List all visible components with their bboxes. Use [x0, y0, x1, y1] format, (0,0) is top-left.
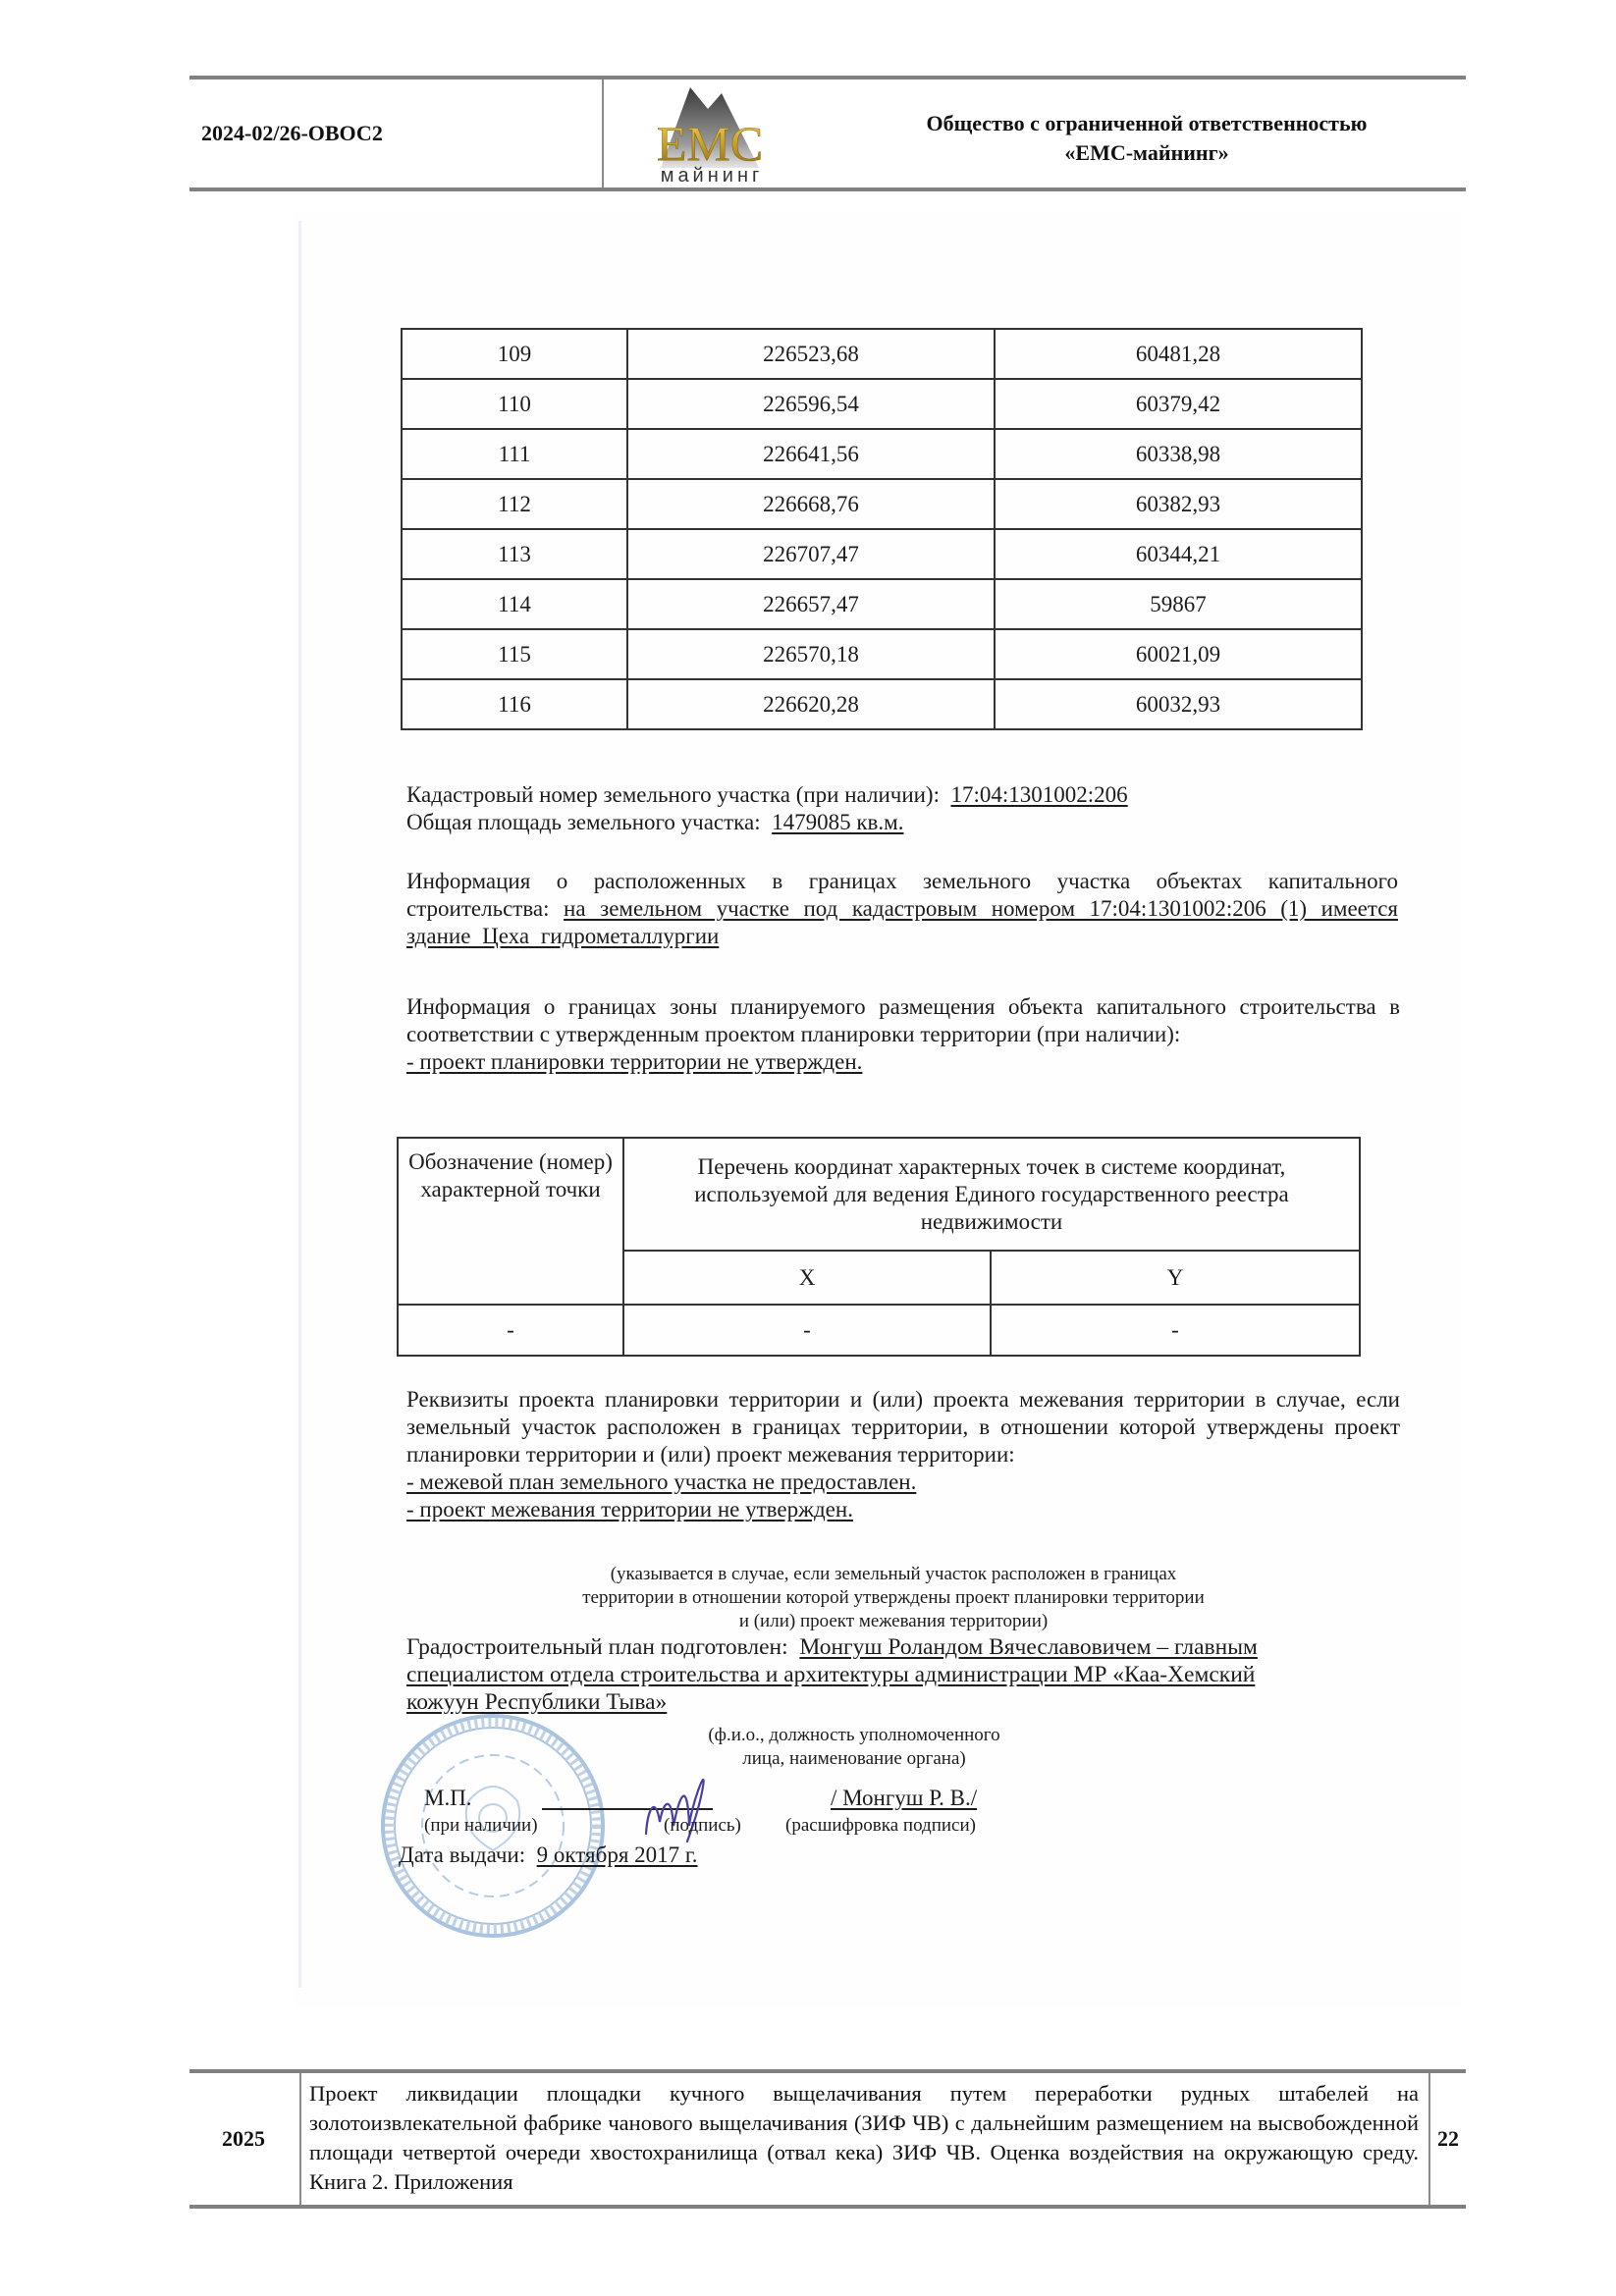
y-coordinate: 60032,93 — [995, 679, 1362, 729]
point-number: 109 — [402, 329, 627, 379]
coordinates-table — [401, 328, 1363, 730]
prepared-value-1: Монгуш Роландом Вячеславовичем – главным — [799, 1634, 1258, 1660]
page-header — [189, 76, 1466, 191]
requisites-note: (указывается в случае, если земельный участок расположен в границах территории в отношении которой утверждены проект планировки территории и (или) проект межевания территории) — [582, 1564, 1205, 1631]
prepared-value-2: специалистом отдела строительства и архитектуры администрации МР «Каа-Хемский — [406, 1662, 1256, 1687]
x-coordinate: 226641,56 — [627, 429, 995, 479]
signer-name-note: (расшифровка подписи) — [785, 1815, 976, 1836]
x-coordinate: 226596,54 — [627, 379, 995, 429]
x-coordinate: 226523,68 — [627, 329, 995, 379]
company-logo — [621, 80, 808, 187]
zone-info — [406, 993, 1400, 1076]
mp-note: (при наличии) — [424, 1815, 538, 1836]
header-point-designation: Обозначение (номер) характерной точки — [398, 1138, 623, 1305]
footer-project-title: Проект ликвидации площадки кучного выщелачивания путем переработки рудных штабелей на золотоизвлекательной фабрике чанового выщелачивания (ЗИФ ЧВ) с дальнейшим размещением на высвобожденной площади четвертой очереди хвостохранилища (отвал кека) ЗИФ ЧВ. Оценка воздействия на окружающую среду. Книга 2. Приложения — [309, 2081, 1419, 2194]
table-row — [402, 579, 1362, 629]
x-coordinate: 226657,47 — [627, 579, 995, 629]
area-value: 1479085 кв.м. — [772, 810, 904, 834]
capital-objects-label: Информация о расположенных в границах земельного участка объектах капитального строительства: — [406, 869, 1398, 921]
cadastral-label: Кадастровый номер земельного участка (при наличии): — [406, 782, 940, 807]
y-coordinate: 60379,42 — [995, 379, 1362, 429]
header-divider — [602, 80, 604, 187]
y-coordinate: 60481,28 — [995, 329, 1362, 379]
y-coordinate: 60021,09 — [995, 629, 1362, 679]
table-row — [402, 429, 1362, 479]
page-number: 22 — [1437, 2126, 1459, 2151]
header-y: Y — [991, 1251, 1360, 1305]
requisites-item-2: - проект межевания территории не утвержден. — [406, 1497, 853, 1522]
footer-year: 2025 — [222, 2126, 265, 2151]
footer-divider — [299, 2073, 301, 2205]
point-number: 113 — [402, 529, 627, 579]
prepared-label: Градостроительный план подготовлен: — [406, 1634, 788, 1660]
capital-objects-info — [406, 868, 1398, 950]
area-label: Общая площадь земельного участка: — [406, 810, 761, 834]
point-number: - — [398, 1305, 623, 1356]
requisites-label: Реквизиты проекта планировки территории и (или) проекта межевания территории в случае, если земельный участок расположен в границах территории, в отношении которой утверждены проект планировки территории и (или) проект межевания территории: — [406, 1387, 1400, 1467]
prepared-value-3: кожуун Республики Тыва» — [406, 1689, 668, 1715]
x-coordinate: - — [623, 1305, 991, 1356]
prepared-by — [406, 1633, 1388, 1716]
sign-note: (подпись) — [664, 1815, 741, 1836]
header-x: X — [623, 1251, 991, 1305]
y-coordinate: 59867 — [995, 579, 1362, 629]
issue-date — [399, 1842, 889, 1869]
area-line — [406, 809, 1398, 836]
document-code: 2024-02/26-ОВОС2 — [201, 121, 383, 145]
cadastral-value: 17:04:1301002:206 — [950, 782, 1128, 807]
organization-name — [837, 109, 1456, 168]
table-row — [402, 479, 1362, 529]
y-coordinate: 60344,21 — [995, 529, 1362, 579]
zone-info-value: - проект планировки территории не утвержден. — [406, 1049, 863, 1074]
page-footer — [189, 2069, 1466, 2209]
header-coordinates-list: Перечень координат характерных точек в системе координат, используемой для ведения Единого государственного реестра недвижимости — [623, 1138, 1360, 1251]
zone-info-label: Информация о границах зоны планируемого размещения объекта капитального строительства в соответствии с утвержденным проектом планировки территории (при наличии): — [406, 994, 1400, 1046]
point-number: 110 — [402, 379, 627, 429]
organization-line-1: Общество с ограниченной ответственностью — [926, 111, 1368, 135]
svg-text:майнинг: майнинг — [660, 165, 764, 187]
x-coordinate: 226570,18 — [627, 629, 995, 679]
mountain-logo-icon — [621, 80, 808, 187]
zone-coordinates-table — [397, 1137, 1361, 1357]
x-coordinate: 226668,76 — [627, 479, 995, 529]
scan-edge — [298, 221, 301, 1988]
y-coordinate: 60338,98 — [995, 429, 1362, 479]
capital-objects-value: на земельном участке под кадастровым номером 17:04:1301002:206 (1) имеется здание Цеха гидрометаллургии — [406, 896, 1399, 948]
table-row — [402, 629, 1362, 679]
table-row — [402, 679, 1362, 729]
table-row — [402, 379, 1362, 429]
organization-line-2: «ЕМС-майнинг» — [1064, 140, 1229, 165]
point-number: 111 — [402, 429, 627, 479]
prepared-note: (ф.и.о., должность уполномоченного лица, наименование органа) — [708, 1725, 1000, 1769]
issue-date-value: 9 октября 2017 г. — [536, 1842, 698, 1867]
point-number: 116 — [402, 679, 627, 729]
y-coordinate: 60382,93 — [995, 479, 1362, 529]
svg-text:ЕМС: ЕМС — [656, 116, 764, 171]
requisites-info — [406, 1386, 1400, 1523]
x-coordinate: 226620,28 — [627, 679, 995, 729]
table-row — [402, 529, 1362, 579]
x-coordinate: 226707,47 — [627, 529, 995, 579]
point-number: 112 — [402, 479, 627, 529]
point-number: 114 — [402, 579, 627, 629]
point-number: 115 — [402, 629, 627, 679]
y-coordinate: - — [991, 1305, 1360, 1356]
table-row — [398, 1305, 1360, 1356]
requisites-item-1: - межевой план земельного участка не предоставлен. — [406, 1469, 917, 1494]
table-row — [402, 329, 1362, 379]
signer-name: / Монгуш Р. В./ — [831, 1786, 978, 1810]
cadastral-number-line — [406, 781, 1398, 809]
issue-date-label: Дата выдачи: — [399, 1842, 526, 1867]
mp-label: М.П. — [424, 1786, 472, 1810]
